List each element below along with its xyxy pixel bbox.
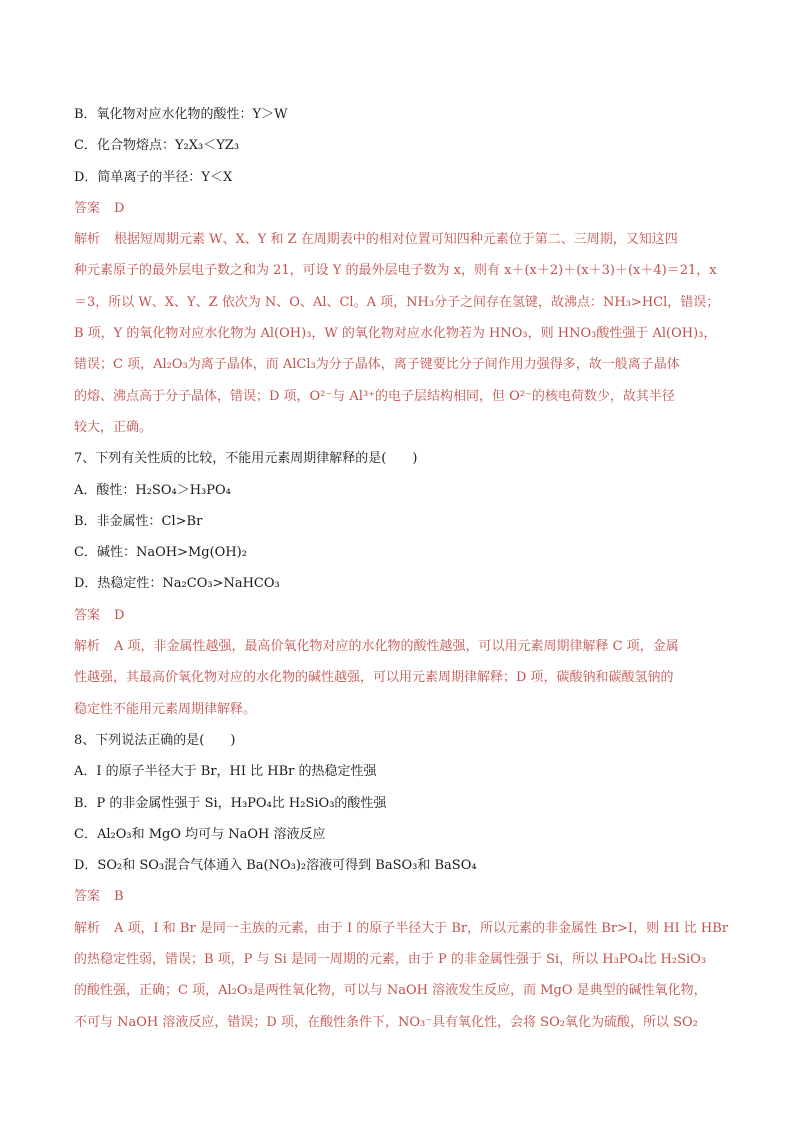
option-line: A．I 的原子半径大于 Br，HI 比 HBr 的热稳定性强 — [74, 764, 377, 780]
answer-value: D — [114, 607, 125, 623]
document-page — [74, 99, 734, 1038]
explanation-text: 不可与 NaOH 溶液反应，错误；D 项，在酸性条件下，NO₃⁻具有氧化性，会将 SO₂氧化为硫酸，所以 SO₂ — [74, 1014, 698, 1030]
explanation-line — [74, 913, 734, 944]
option-line: B．P 的非金属性强于 Si，H₃PO₄比 H₂SiO₃的酸性强 — [74, 795, 387, 811]
question-stem: 8、下列说法正确的是( ) — [74, 732, 236, 748]
explanation-label: 解析 — [74, 639, 101, 655]
answer-line — [74, 600, 734, 631]
option-line: B．非金属性：Cl>Br — [74, 513, 203, 529]
option-line: D．SO₂和 SO₃混合气体通入 Ba(NO₃)₂溶液可得到 BaSO₃和 BaSO₄ — [74, 858, 477, 874]
answer-line — [74, 193, 734, 224]
option-line: B．氧化物对应水化物的酸性：Y＞W — [74, 107, 288, 122]
option-line: A．酸性：H₂SO₄＞H₃PO₄ — [74, 482, 231, 498]
explanation-text: 根据短周期元素 W、X、Y 和 Z 在周期表中的相对位置可知四种元素位于第二、三周期，又知这四 — [114, 232, 678, 248]
option-line: C．Al₂O₃和 MgO 均可与 NaOH 溶液反应 — [74, 826, 326, 842]
explanation-text: 错误；C 项，Al₂O₃为离子晶体，而 AlCl₃为分子晶体，离子键要比分子间作用力强得多，故一般离子晶体 — [74, 357, 680, 373]
explanation-label: 解析 — [74, 920, 101, 936]
explanation-text: 的热稳定性弱，错误；B 项，P 与 Si 是同一周期的元素，由于 P 的非金属性强于 Si，所以 H₃PO₄比 H₂SiO₃ — [74, 952, 707, 968]
answer-value: B — [114, 889, 124, 905]
explanation-line — [74, 224, 734, 255]
explanation-text: 种元素原子的最外层电子数之和为 21，可设 Y 的最外层电子数为 x，则有 x＋(x＋2)＋(x＋3)＋(x＋4)＝21，x — [74, 263, 717, 279]
answer-label: 答案 — [74, 889, 101, 905]
explanation-text: 性越强，其最高价氧化物对应的水化物的碱性越强，可以用元素周期律解释；D 项，碳酸钠和碳酸氢钠的 — [74, 670, 674, 686]
explanation-text: 较大，正确。 — [74, 419, 153, 435]
answer-label: 答案 — [74, 200, 101, 216]
explanation-text: ＝3，所以 W、X、Y、Z 依次为 N、O、Al、Cl。A 项，NH₃分子之间存在氢键，故沸点：NH₃>HCl，错误； — [74, 294, 720, 310]
explanation-text: 的酸性强，正确；C 项，Al₂O₃是两性氧化物，可以与 NaOH 溶液发生反应，而 MgO 是典型的碱性氧化物， — [74, 983, 707, 999]
explanation-line — [74, 631, 734, 662]
question-stem: 7、下列有关性质的比较，不能用元素周期律解释的是( ) — [74, 451, 418, 467]
explanation-text: 稳定性不能用元素周期律解释。 — [74, 701, 257, 717]
explanation-text: 的熔、沸点高于分子晶体，错误；D 项，O²⁻与 Al³⁺的电子层结构相同，但 O²⁻的核电荷数少，故其半径 — [74, 388, 675, 404]
option-line: C．碱性：NaOH>Mg(OH)₂ — [74, 545, 247, 561]
answer-label: 答案 — [74, 607, 101, 623]
option-line: D．热稳定性：Na₂CO₃>NaHCO₃ — [74, 576, 280, 592]
explanation-text: A 项，非金属性越强，最高价氧化物对应的水化物的酸性越强，可以用元素周期律解释 C 项，金属 — [114, 639, 679, 655]
answer-value: D — [114, 200, 125, 216]
explanation-label: 解析 — [74, 232, 101, 248]
explanation-text: A 项，I 和 Br 是同一主族的元素，由于 I 的原子半径大于 Br，所以元素的非金属性 Br>I，则 HI 比 HBr — [114, 920, 729, 936]
answer-line — [74, 881, 734, 912]
option-line: C．化合物熔点：Y₂X₃＜YZ₃ — [74, 138, 240, 154]
option-line: D．简单离子的半径：Y＜X — [74, 169, 233, 185]
explanation-text: B 项，Y 的氧化物对应水化物为 Al(OH)₃，W 的氧化物对应水化物若为 HNO₃，则 HNO₃酸性强于 Al(OH)₃， — [74, 326, 717, 342]
